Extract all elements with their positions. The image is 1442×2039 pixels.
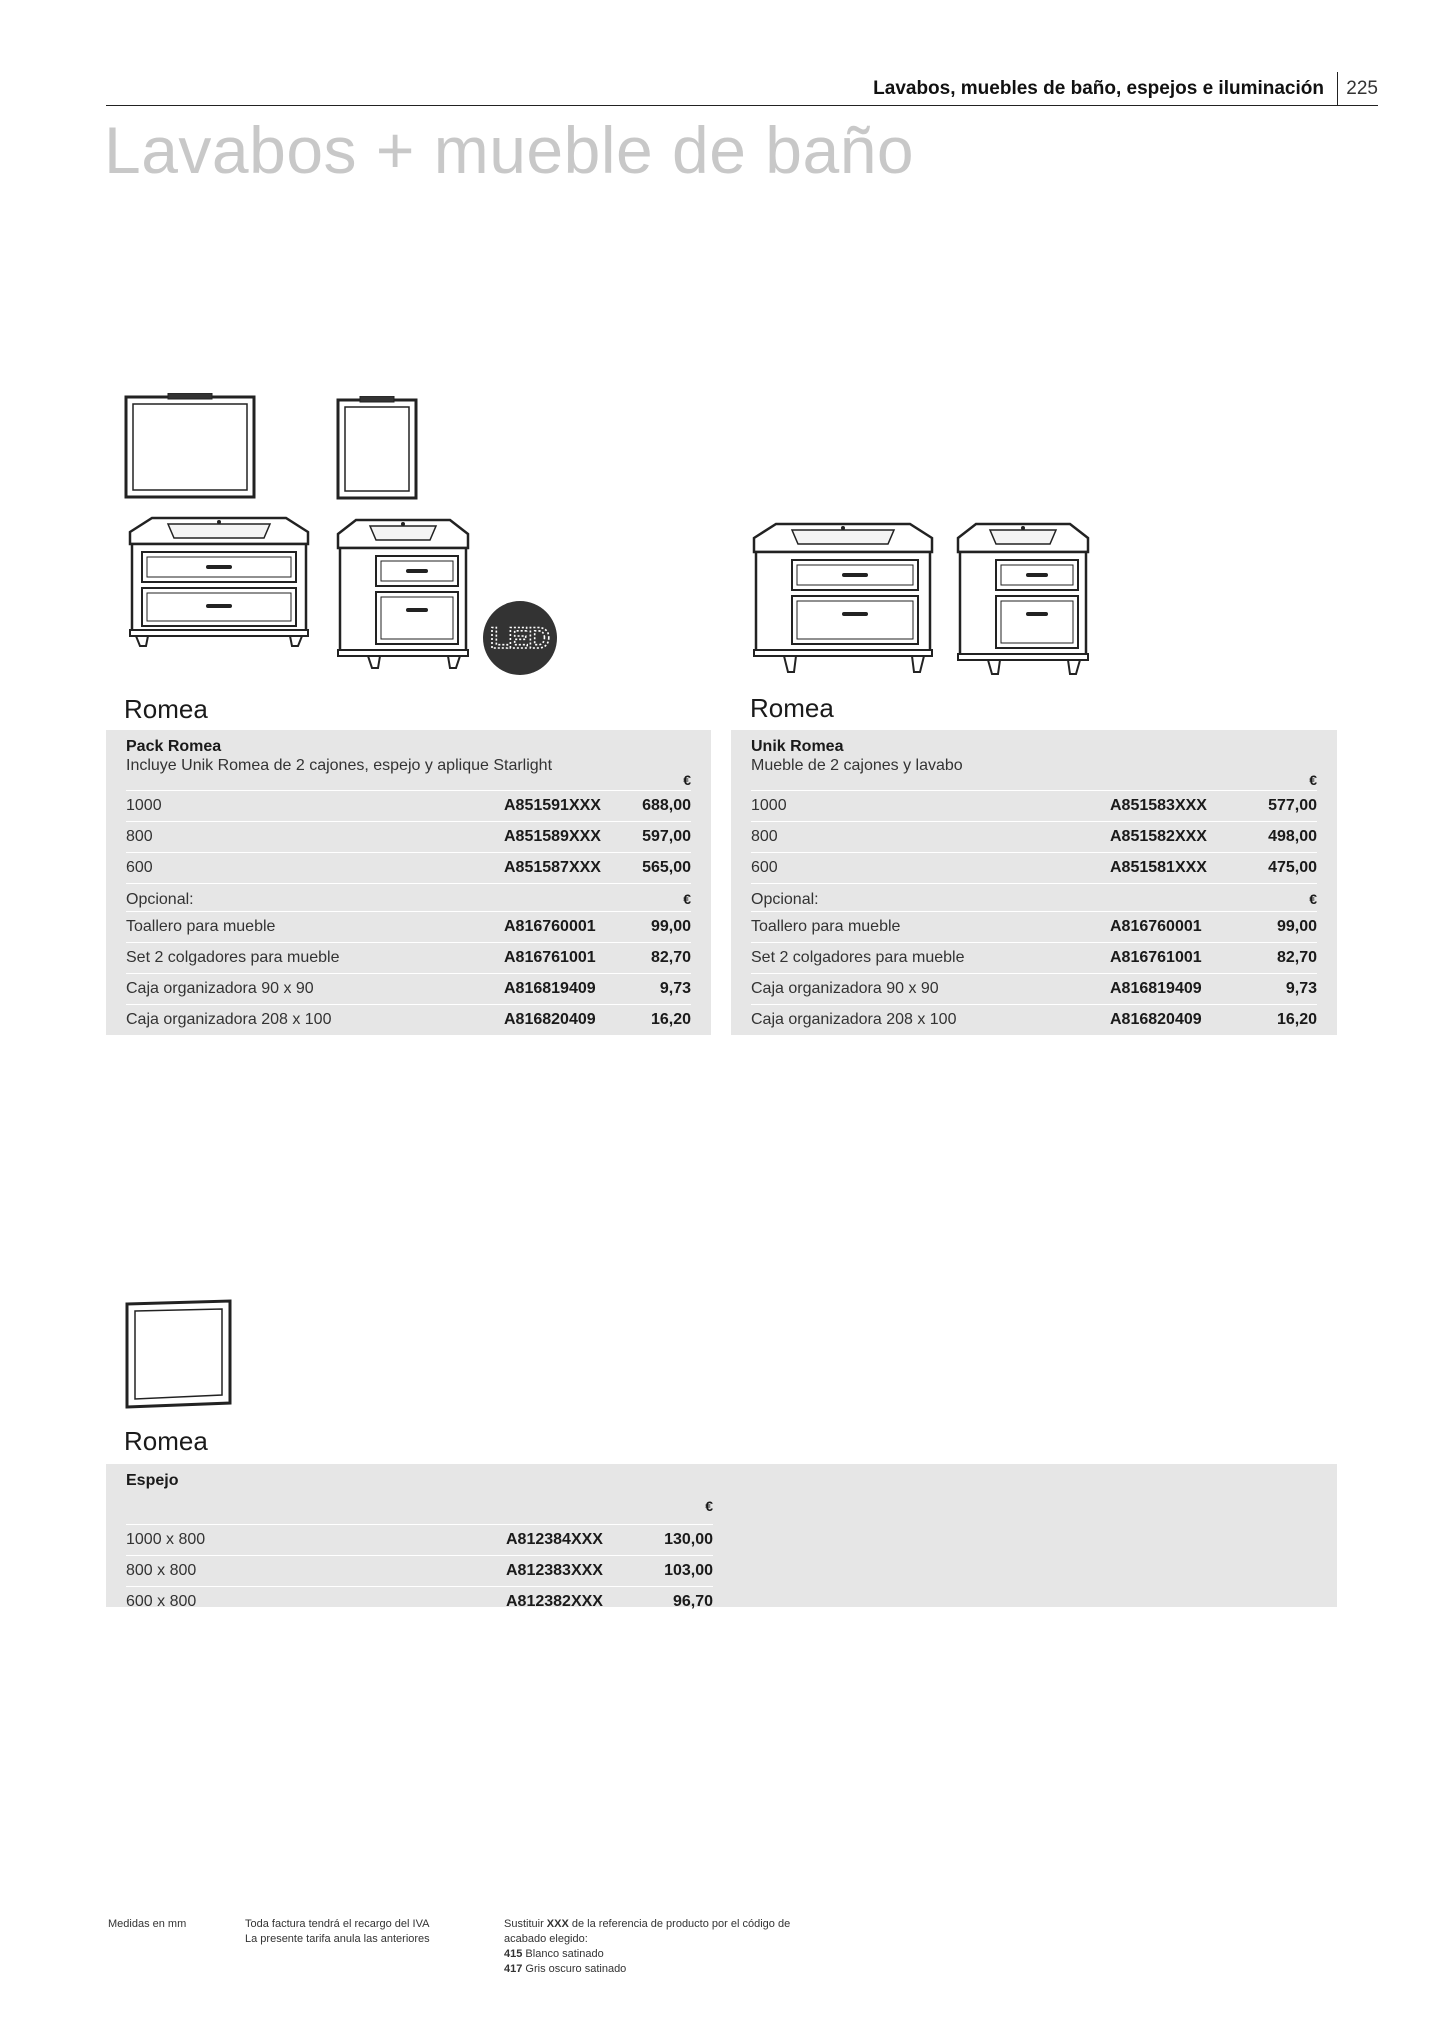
table-row xyxy=(126,790,691,821)
ref-cell: A812384XXX xyxy=(506,1531,603,1548)
size-cell: 800 xyxy=(126,828,153,845)
optional-label: Opcional: xyxy=(126,891,194,908)
price-cell: 99,00 xyxy=(650,918,691,935)
size-cell: 1000 xyxy=(751,797,787,814)
finish-name: Blanco satinado xyxy=(525,1948,604,1960)
ref-cell: A851581XXX xyxy=(1110,859,1207,876)
optional-currency: € xyxy=(1309,891,1317,907)
mirror-illustration xyxy=(124,1299,234,1409)
price-cell: 9,73 xyxy=(659,980,691,997)
price-cell: 103,00 xyxy=(664,1562,713,1579)
price-cell: 16,20 xyxy=(1276,1011,1317,1028)
price-cell: 16,20 xyxy=(650,1011,691,1028)
pack-mirror-small-illustration xyxy=(336,396,420,502)
unik-product-name: Romea xyxy=(750,693,834,723)
ref-cell: A851583XXX xyxy=(1110,797,1207,814)
table-row xyxy=(751,973,1317,1004)
optional-currency: € xyxy=(683,891,691,907)
page-title: Lavabos + mueble de baño xyxy=(104,113,915,187)
table-row xyxy=(126,911,691,942)
mirror-product-name: Romea xyxy=(124,1426,208,1456)
ref-cell: A816820409 xyxy=(1110,1011,1202,1028)
unik-currency: € xyxy=(1309,772,1317,788)
footer-iva-line1: Toda factura tendrá el recargo del IVA xyxy=(245,1918,430,1930)
table-row xyxy=(126,942,691,973)
price-cell: 130,00 xyxy=(664,1531,713,1548)
page-number: 225 xyxy=(1346,78,1378,99)
unik-price-table xyxy=(731,730,1337,1035)
ref-cell: A816760001 xyxy=(1110,918,1202,935)
finish-name: Gris oscuro satinado xyxy=(525,1963,627,1975)
ref-cell: A851589XXX xyxy=(504,828,601,845)
pack-product-name: Romea xyxy=(124,694,208,724)
item-cell: Set 2 colgadores para mueble xyxy=(126,949,340,966)
size-cell: 1000 xyxy=(126,797,162,814)
unik-table-subtitle: Mueble de 2 cajones y lavabo xyxy=(751,757,963,774)
ref-cell: A812382XXX xyxy=(506,1593,603,1610)
ref-cell: A816819409 xyxy=(504,980,596,997)
pack-cabinet-large-illustration xyxy=(128,516,310,648)
mirror-table-title: Espejo xyxy=(126,1472,179,1489)
footer-iva-note xyxy=(245,1917,430,1947)
ref-cell: A816761001 xyxy=(504,949,596,966)
optional-header-row xyxy=(126,883,691,911)
ref-cell: A816819409 xyxy=(1110,980,1202,997)
footer-measures: Medidas en mm xyxy=(108,1918,187,1930)
led-icon xyxy=(482,600,558,676)
footer-subst-line2: acabado elegido: xyxy=(504,1933,588,1945)
price-cell: 82,70 xyxy=(1276,949,1317,966)
table-row xyxy=(126,973,691,1004)
footer-subst-code: XXX xyxy=(546,1918,569,1930)
unik-table-title: Unik Romea xyxy=(751,738,844,755)
table-row xyxy=(751,790,1317,821)
price-cell: 99,00 xyxy=(1276,918,1317,935)
optional-header-row xyxy=(751,883,1317,911)
unik-cabinet-small-illustration xyxy=(956,522,1090,676)
section-title: Lavabos, muebles de baño, espejos e iluminación xyxy=(873,78,1324,99)
item-cell: Toallero para mueble xyxy=(126,918,276,935)
size-cell: 600 x 800 xyxy=(126,1593,197,1610)
item-cell: Caja organizadora 90 x 90 xyxy=(751,980,939,997)
size-cell: 600 xyxy=(126,859,153,876)
item-cell: Caja organizadora 208 x 100 xyxy=(126,1011,332,1028)
table-row xyxy=(751,911,1317,942)
table-row xyxy=(126,1004,691,1035)
pack-table-subtitle: Incluye Unik Romea de 2 cajones, espejo y aplique Starlight xyxy=(126,757,553,774)
finish-code: 417 xyxy=(504,1963,523,1975)
table-row xyxy=(751,1004,1317,1035)
price-cell: 597,00 xyxy=(642,828,691,845)
pack-price-table xyxy=(106,730,711,1035)
finish-code: 415 xyxy=(504,1948,523,1960)
optional-label: Opcional: xyxy=(751,891,819,908)
price-cell: 577,00 xyxy=(1268,797,1317,814)
size-cell: 800 x 800 xyxy=(126,1562,197,1579)
mirror-currency: € xyxy=(705,1498,713,1514)
ref-cell: A851587XXX xyxy=(504,859,601,876)
footer-finish-note xyxy=(504,1917,790,1977)
unik-cabinet-large-illustration xyxy=(752,522,934,674)
item-cell: Caja organizadora 90 x 90 xyxy=(126,980,314,997)
price-cell: 96,70 xyxy=(672,1593,713,1610)
led-label: LED xyxy=(490,622,550,655)
price-cell: 565,00 xyxy=(642,859,691,876)
table-row xyxy=(126,821,691,852)
table-row xyxy=(126,1555,713,1586)
price-cell: 688,00 xyxy=(642,797,691,814)
footer-iva-line2: La presente tarifa anula las anteriores xyxy=(245,1933,430,1945)
price-cell: 9,73 xyxy=(1285,980,1317,997)
size-cell: 1000 x 800 xyxy=(126,1531,206,1548)
pack-cabinet-small-illustration xyxy=(336,518,470,670)
item-cell: Set 2 colgadores para mueble xyxy=(751,949,965,966)
page-header xyxy=(106,72,1378,106)
ref-cell: A816760001 xyxy=(504,918,596,935)
table-row xyxy=(751,821,1317,852)
price-cell: 475,00 xyxy=(1268,859,1317,876)
ref-cell: A851591XXX xyxy=(504,797,601,814)
price-cell: 498,00 xyxy=(1268,828,1317,845)
ref-cell: A851582XXX xyxy=(1110,828,1207,845)
size-cell: 600 xyxy=(751,859,778,876)
pack-mirror-large-illustration xyxy=(124,393,258,501)
header-divider xyxy=(1337,72,1339,106)
ref-cell: A812383XXX xyxy=(506,1562,603,1579)
ref-cell: A816761001 xyxy=(1110,949,1202,966)
pack-table-title: Pack Romea xyxy=(126,738,222,755)
size-cell: 800 xyxy=(751,828,778,845)
pack-currency: € xyxy=(683,772,691,788)
table-row xyxy=(126,1524,713,1555)
ref-cell: A816820409 xyxy=(504,1011,596,1028)
mirror-price-table xyxy=(106,1464,1337,1610)
table-row xyxy=(126,852,691,883)
price-cell: 82,70 xyxy=(650,949,691,966)
table-row xyxy=(751,942,1317,973)
table-row xyxy=(126,1586,713,1617)
footer-subst-pre: Sustituir xyxy=(504,1918,547,1930)
footer-subst-post: de la referencia de producto por el código de xyxy=(568,1918,791,1930)
item-cell: Toallero para mueble xyxy=(751,918,901,935)
table-row xyxy=(751,852,1317,883)
item-cell: Caja organizadora 208 x 100 xyxy=(751,1011,957,1028)
